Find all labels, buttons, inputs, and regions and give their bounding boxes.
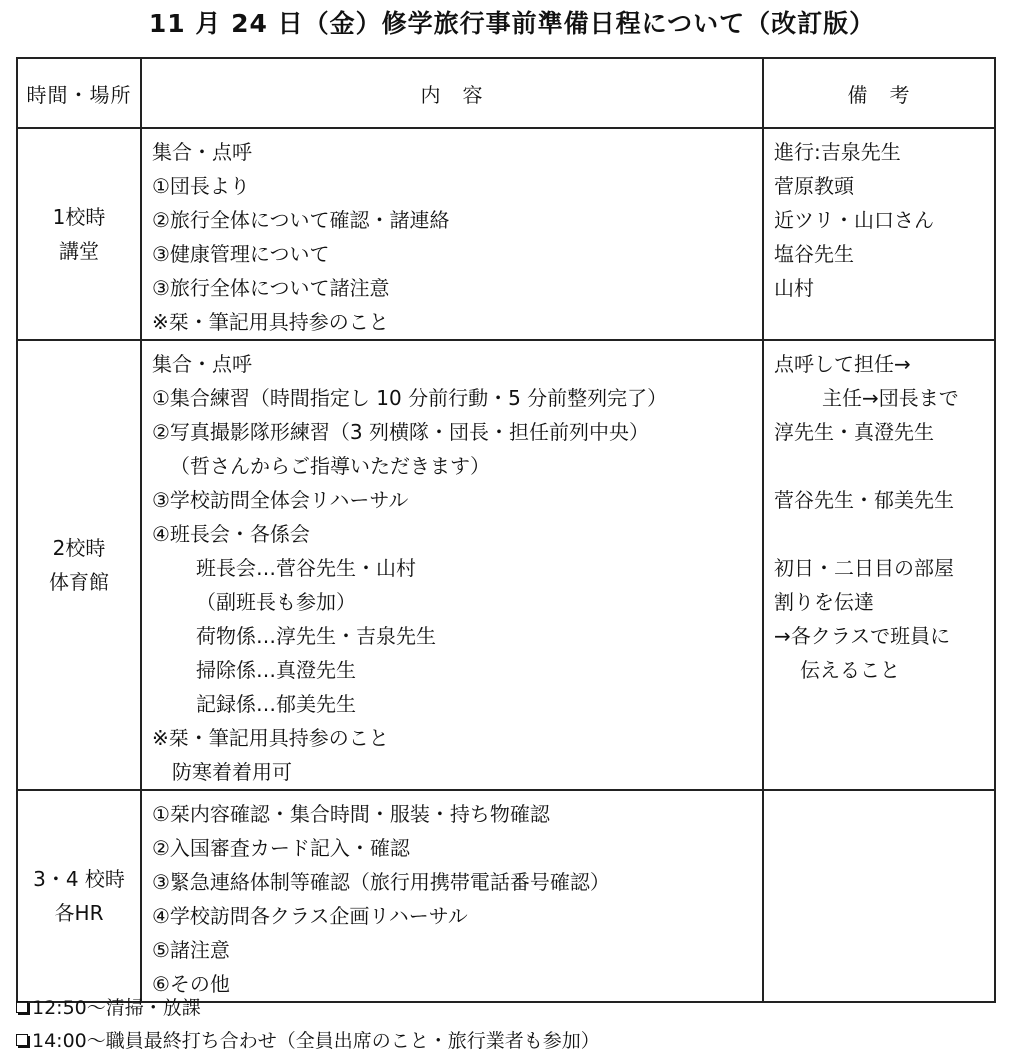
schedule-table (16, 57, 996, 1003)
note-line: 初日・二日目の部屋 (774, 556, 954, 580)
note-line: 淳先生・真澄先生 (774, 420, 934, 444)
header-content: 内 容 (141, 58, 763, 128)
content-line: ③学校訪問全体会リハーサル (152, 488, 409, 512)
note-line: 菅原教頭 (774, 174, 854, 198)
note-line: 割りを伝達 (774, 590, 874, 614)
content-line: ②入国審査カード記入・確認 (152, 836, 410, 860)
notes-cell (763, 128, 995, 340)
content-line: 荷物係…淳先生・吉泉先生 (196, 624, 436, 648)
checkbox-icon (16, 1034, 28, 1046)
location-label: 各HR (54, 901, 104, 925)
notes-cell (763, 790, 995, 1002)
content-line: ①集合練習（時間指定し 10 分前行動・5 分前整列完了） (152, 386, 668, 410)
content-line: ②旅行全体について確認・諸連絡 (152, 208, 450, 232)
location-label: 講堂 (59, 239, 99, 263)
note-line (774, 449, 994, 483)
content-cell (141, 128, 763, 340)
content-line: ④班長会・各係会 (152, 522, 310, 546)
content-line: 記録係…郁美先生 (196, 692, 356, 716)
content-line: 集合・点呼 (152, 352, 252, 376)
content-line: ③緊急連絡体制等確認（旅行用携帯電話番号確認） (152, 870, 610, 894)
header-notes: 備 考 (763, 58, 995, 128)
period-label: 2校時 (52, 536, 106, 560)
note-line: 点呼して担任→ (774, 352, 911, 376)
document-title: 11 月 24 日（金）修学旅行事前準備日程について（改訂版） (148, 9, 876, 38)
period-label: 1校時 (52, 205, 106, 229)
note-line: 近ツリ・山口さん (774, 208, 934, 232)
place-cell (17, 790, 141, 1002)
note-line: 菅谷先生・郁美先生 (774, 488, 954, 512)
location-label: 体育館 (49, 570, 109, 594)
table-header-row (17, 58, 995, 128)
content-line: ③旅行全体について諸注意 (152, 276, 390, 300)
footer-text: 14:00～職員最終打ち合わせ（全員出席のこと・旅行業者も参加） (32, 1030, 600, 1052)
note-line: →各クラスで班員に (774, 624, 951, 648)
content-line: ※栞・筆記用具持参のこと (152, 310, 389, 334)
content-cell (141, 340, 763, 790)
content-line: ④学校訪問各クラス企画リハーサル (152, 904, 468, 928)
content-line: （副班長も参加） (196, 590, 356, 614)
header-time-place: 時間・場所 (17, 58, 141, 128)
content-line: ※栞・筆記用具持参のこと (152, 726, 389, 750)
table-row (17, 128, 995, 340)
footer-notes (16, 992, 600, 1058)
table-row (17, 340, 995, 790)
note-line: 伝えること (800, 658, 900, 682)
content-line: 班長会…菅谷先生・山村 (196, 556, 416, 580)
content-line: ③健康管理について (152, 242, 330, 266)
content-line: 集合・点呼 (152, 140, 252, 164)
content-cell (141, 790, 763, 1002)
content-line: ②写真撮影隊形練習（3 列横隊・団長・担任前列中央） (152, 420, 650, 444)
content-line: ⑤諸注意 (152, 938, 230, 962)
notes-cell (763, 340, 995, 790)
note-line: 進行:吉泉先生 (774, 140, 901, 164)
checkbox-icon (16, 1001, 28, 1013)
content-line: ⑥その他 (152, 972, 230, 996)
footer-line (16, 992, 600, 1025)
content-line: （哲さんからご指導いただきます） (170, 454, 490, 478)
content-line: ①栞内容確認・集合時間・服装・持ち物確認 (152, 802, 550, 826)
note-line: 塩谷先生 (774, 242, 854, 266)
table-row (17, 790, 995, 1002)
note-line (774, 517, 994, 551)
footer-line (16, 1025, 600, 1058)
period-label: 3・4 校時 (33, 867, 125, 891)
note-line: 山村 (774, 276, 814, 300)
place-cell (17, 340, 141, 790)
footer-text: 12:50～清掃・放課 (32, 997, 201, 1019)
content-line: 掃除係…真澄先生 (196, 658, 356, 682)
place-cell (17, 128, 141, 340)
content-line: 防寒着着用可 (172, 760, 292, 784)
content-line: ①団長より (152, 174, 250, 198)
note-line: 主任→団長まで (822, 386, 959, 410)
